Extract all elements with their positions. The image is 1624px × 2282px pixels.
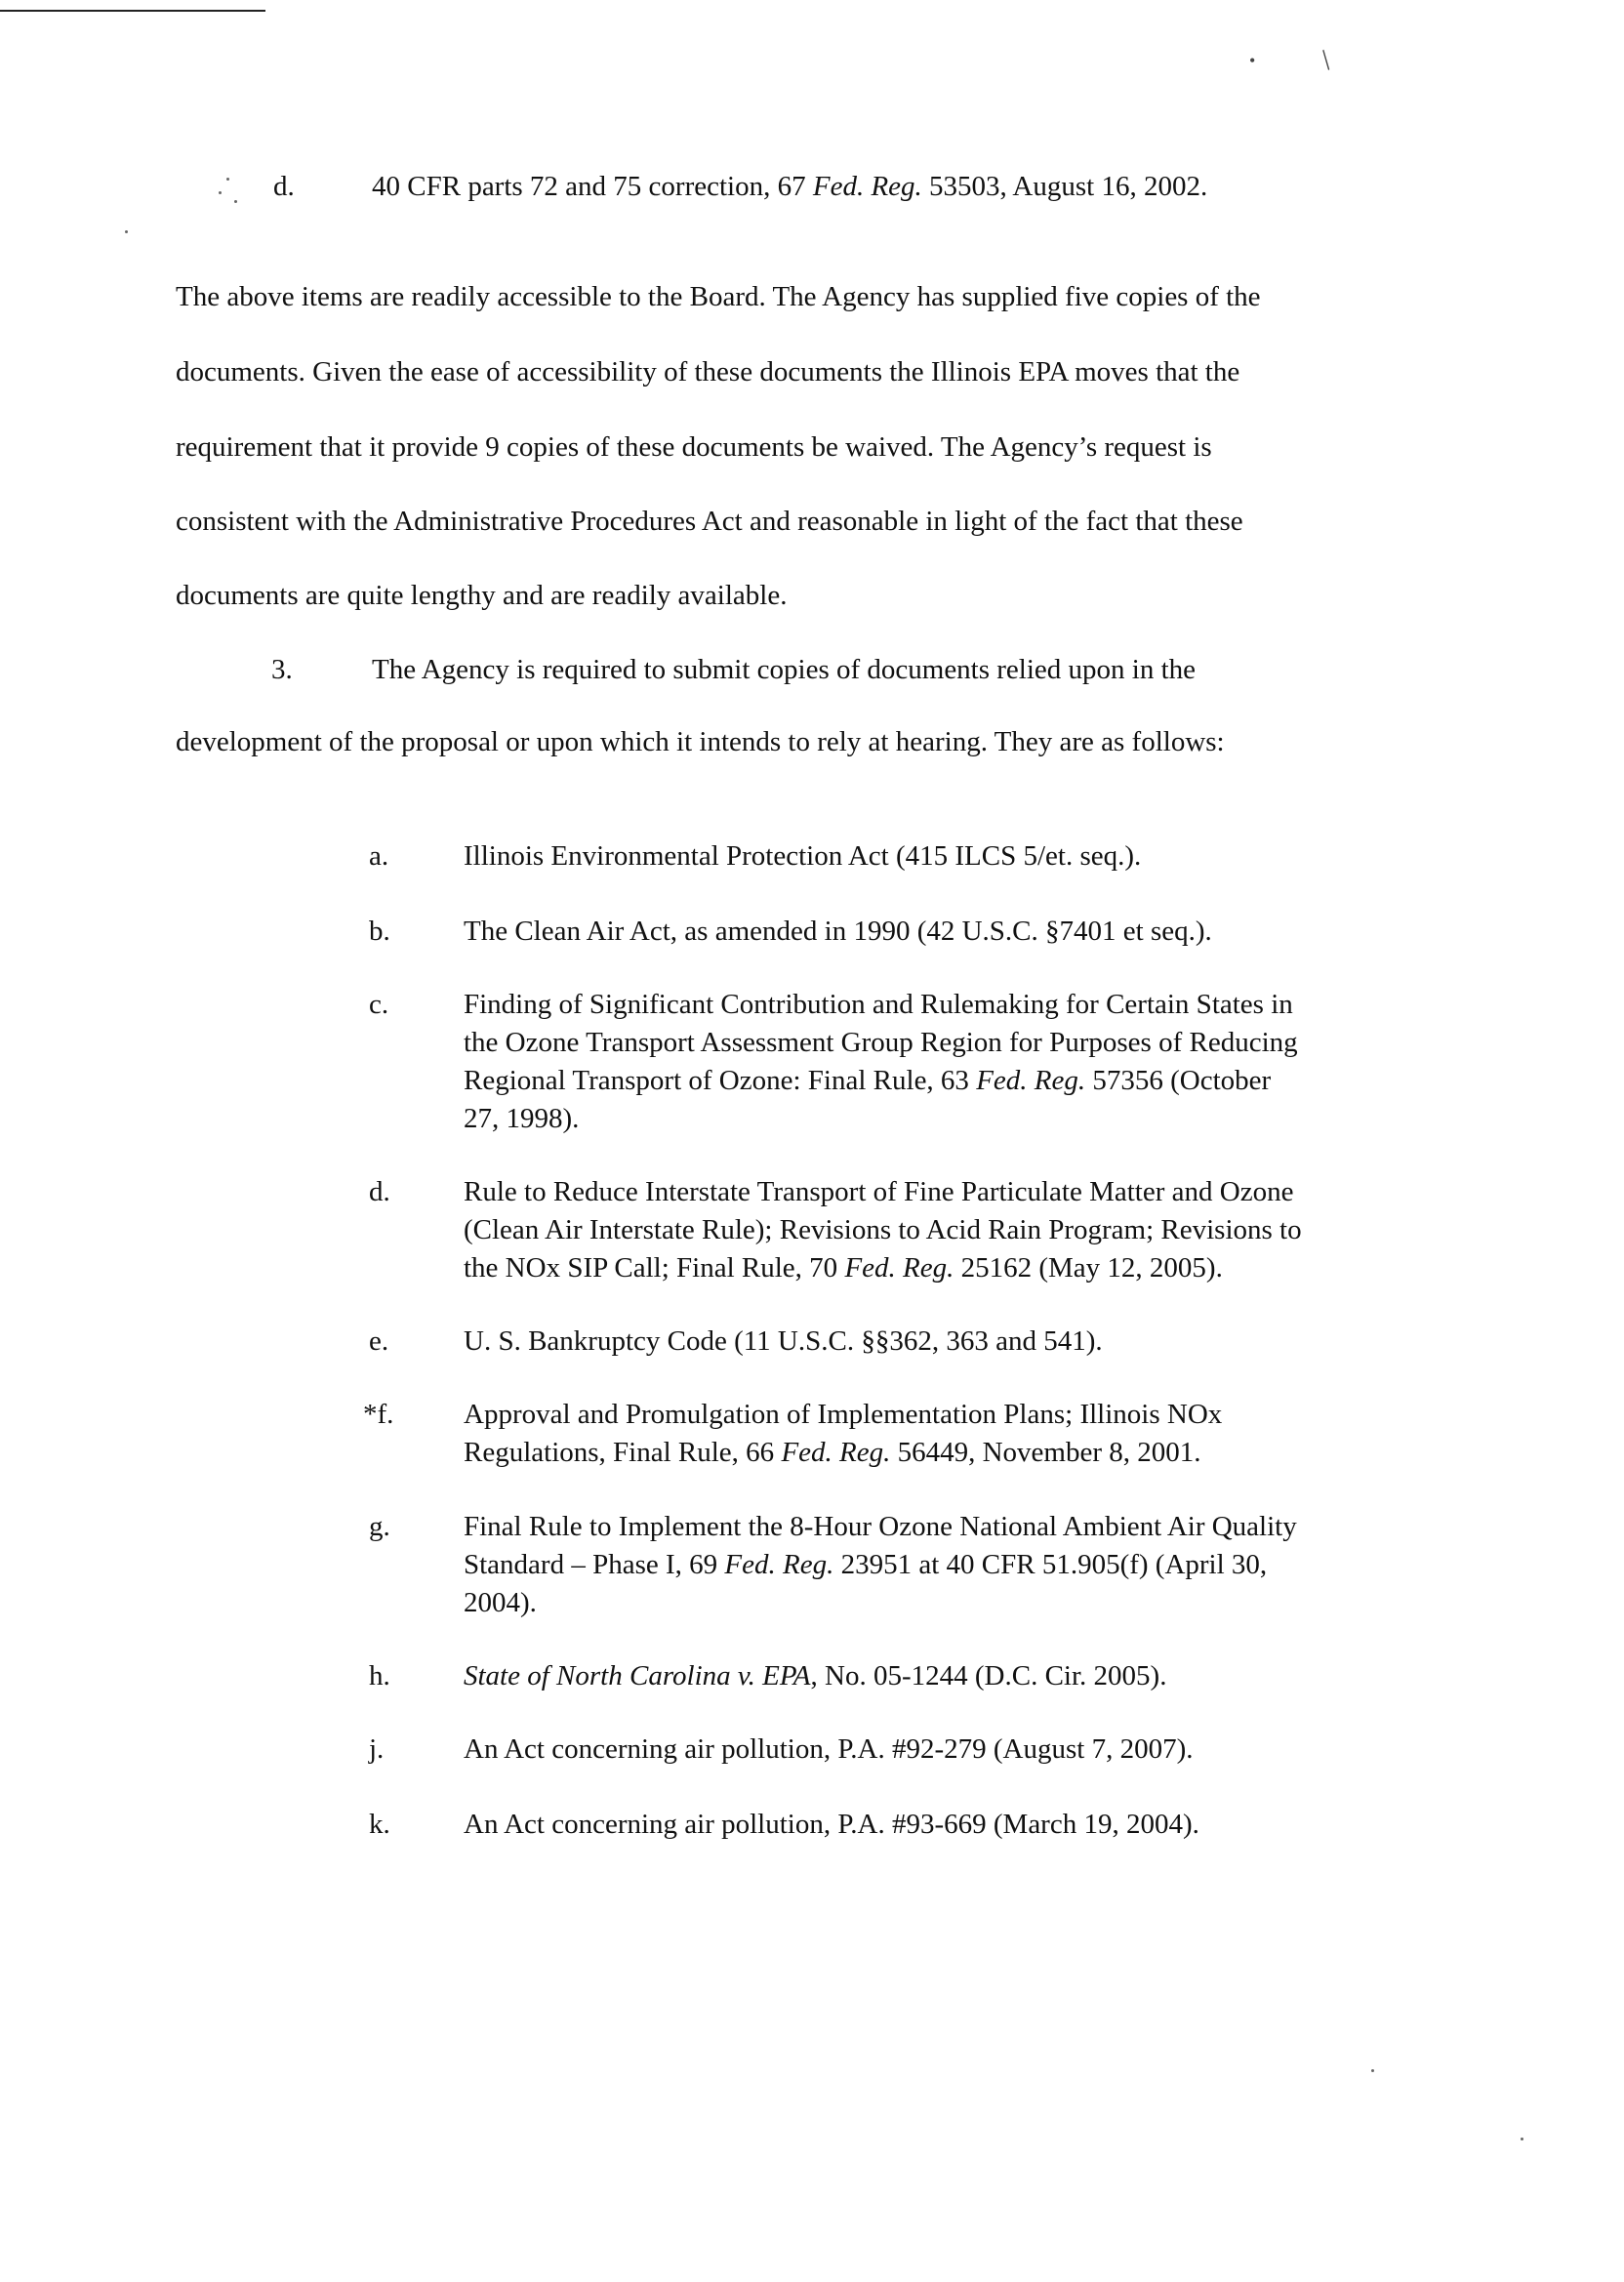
- paragraph-number: 3.: [271, 654, 293, 685]
- scan-speck: [1521, 2138, 1523, 2140]
- list-item-letter: a.: [369, 840, 389, 872]
- list-item-text: Approval and Promulgation of Implementation Plans; Illinois NOx Regulations, Final Rule, 66 Fed. Reg. 56449, November 8, 2001.: [464, 1399, 1223, 1468]
- list-item-text: U. S. Bankruptcy Code (11 U.S.C. §§362, 363 and 541).: [464, 1325, 1103, 1357]
- scan-edge-rule: [0, 10, 265, 12]
- paragraph-line: documents are quite lengthy and are readily available.: [176, 580, 788, 611]
- scan-mark: •: [1249, 51, 1256, 70]
- list-item-text: Final Rule to Implement the 8-Hour Ozone National Ambient Air Quality Standard – Phase I, 69 Fed. Reg. 23951 at 40 CFR 51.905(f) (April 30, 2004).: [464, 1511, 1297, 1618]
- paragraph-line: The Agency is required to submit copies of documents relied upon in the: [372, 654, 1197, 685]
- list-item-letter: d.: [369, 1176, 390, 1207]
- list-item-text: Illinois Environmental Protection Act (415 ILCS 5/et. seq.).: [464, 840, 1142, 872]
- scan-speck: [1371, 2069, 1374, 2072]
- top-item-letter: d.: [273, 171, 295, 202]
- paragraph-line: consistent with the Administrative Procedures Act and reasonable in light of the fact that these: [176, 506, 1243, 537]
- list-item-letter: j.: [369, 1733, 385, 1765]
- paragraph-line: requirement that it provide 9 copies of these documents be waived. The Agency’s request is: [176, 431, 1212, 463]
- scan-speck: [219, 191, 222, 194]
- list-item-text: An Act concerning air pollution, P.A. #92-279 (August 7, 2007).: [464, 1733, 1194, 1765]
- scan-speck: [125, 230, 128, 233]
- paragraph-line: development of the proposal or upon which it intends to rely at hearing. They are as follows:: [176, 726, 1225, 757]
- list-item-letter: e.: [369, 1325, 389, 1357]
- scan-speck: [226, 178, 229, 181]
- scan-mark: /: [1314, 44, 1339, 76]
- paragraph-line: documents. Given the ease of accessibility of these documents the Illinois EPA moves that the: [176, 356, 1240, 387]
- paragraph-line: The above items are readily accessible to the Board. The Agency has supplied five copies of the: [176, 281, 1261, 312]
- list-item-text: State of North Carolina v. EPA, No. 05-1244 (D.C. Cir. 2005).: [464, 1660, 1167, 1691]
- scan-speck: [234, 200, 237, 203]
- list-item-letter: h.: [369, 1660, 390, 1691]
- list-item-text: Rule to Reduce Interstate Transport of Fine Particulate Matter and Ozone (Clean Air Interstate Rule); Revisions to Acid Rain Program; Revisions to the NOx SIP Call; Final Rule, 70 Fed. Reg. 25162 (May 12, 2005).: [464, 1176, 1302, 1284]
- list-item-letter: k.: [369, 1809, 390, 1840]
- list-item-text: An Act concerning air pollution, P.A. #93-669 (March 19, 2004).: [464, 1809, 1199, 1840]
- list-item-letter: *f.: [363, 1399, 394, 1430]
- list-item-text: Finding of Significant Contribution and Rulemaking for Certain States in the Ozone Transport Assessment Group Region for Purposes of Reducing Regional Transport of Ozone: Final Rule, 63 Fed. Reg. 57356 (October 27, 1998).: [464, 989, 1298, 1134]
- list-item-letter: c.: [369, 989, 389, 1020]
- top-item-text: 40 CFR parts 72 and 75 correction, 67 Fed. Reg. 53503, August 16, 2002.: [372, 171, 1208, 202]
- list-item-letter: b.: [369, 916, 390, 947]
- list-item-letter: g.: [369, 1511, 390, 1542]
- list-item-text: The Clean Air Act, as amended in 1990 (42 U.S.C. §7401 et seq.).: [464, 916, 1212, 947]
